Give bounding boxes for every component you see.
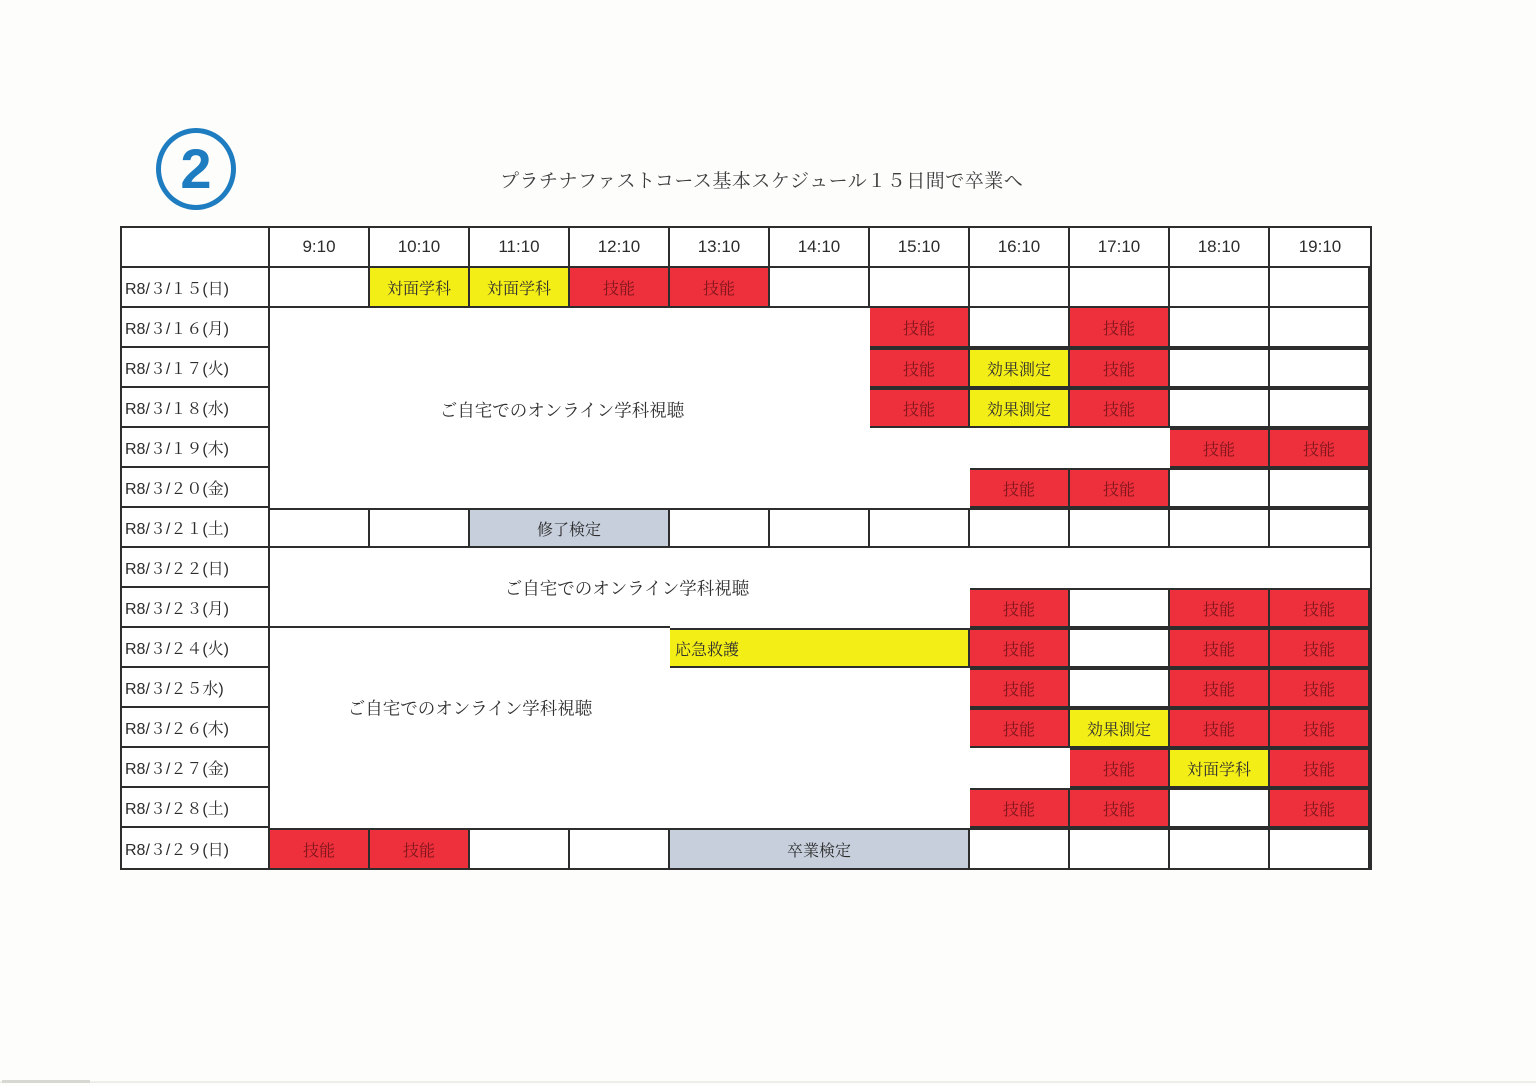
skill-training-cell: 技能 [1270, 788, 1370, 828]
empty-slot-cell [1270, 388, 1370, 428]
scan-artifact-line [0, 1081, 1536, 1083]
graduation-exam-cell: 卒業検定 [670, 828, 970, 868]
time-header-cell: 19:10 [1270, 228, 1370, 268]
empty-slot-cell [1170, 268, 1270, 308]
empty-slot-cell [1170, 828, 1270, 868]
empty-slot-cell [770, 268, 870, 308]
empty-slot-cell [1070, 668, 1170, 708]
empty-slot-cell [870, 508, 970, 548]
skill-training-cell: 技能 [870, 348, 970, 388]
scan-artifact-dash [2, 1080, 90, 1083]
skill-training-cell: 技能 [1270, 588, 1370, 628]
time-header-cell: 15:10 [870, 228, 970, 268]
date-cell: R8/３/２１(土) [122, 508, 270, 548]
skill-training-cell: 技能 [570, 268, 670, 308]
empty-slot-cell [770, 508, 870, 548]
empty-slot-cell [1070, 508, 1170, 548]
merged-open-cell [270, 588, 670, 628]
empty-slot-cell [1070, 588, 1170, 628]
date-cell: R8/３/１７(火) [122, 348, 270, 388]
skill-training-cell: 技能 [970, 588, 1070, 628]
empty-slot-cell [1270, 268, 1370, 308]
empty-slot-cell [1070, 828, 1170, 868]
empty-slot-cell [970, 268, 1070, 308]
time-header-cell: 14:10 [770, 228, 870, 268]
schedule-table [120, 226, 1372, 870]
merged-open-cell [270, 468, 970, 508]
time-header-cell: 11:10 [470, 228, 570, 268]
skill-training-cell: 技能 [970, 668, 1070, 708]
in-person-lecture-cell: 対面学科 [370, 268, 470, 308]
empty-slot-cell [570, 828, 670, 868]
merged-open-cell [270, 708, 970, 748]
empty-slot-cell [1270, 348, 1370, 388]
empty-slot-cell [970, 828, 1070, 868]
empty-slot-cell [470, 828, 570, 868]
date-cell: R8/３/１８(水) [122, 388, 270, 428]
empty-slot-cell [1270, 508, 1370, 548]
skill-training-cell: 技能 [1270, 748, 1370, 788]
empty-slot-cell [970, 508, 1070, 548]
table-corner-cell [122, 228, 270, 268]
date-cell: R8/３/２０(金) [122, 468, 270, 508]
merged-open-cell [270, 348, 870, 388]
page-number: 2 [180, 137, 212, 200]
date-cell: R8/３/２５水) [122, 668, 270, 708]
skill-training-cell: 技能 [1070, 308, 1170, 348]
merged-open-cell [670, 588, 970, 628]
merged-open-cell [270, 428, 1170, 468]
schedule-title: プラチナファストコース基本スケジュール１５日間で卒業へ [500, 171, 1024, 192]
merged-open-cell [270, 668, 970, 708]
empty-slot-cell [1170, 308, 1270, 348]
skill-training-cell: 技能 [1170, 668, 1270, 708]
date-cell: R8/３/１５(日) [122, 268, 270, 308]
first-aid-course-cell: 応急救護 [670, 628, 970, 668]
merged-open-cell [270, 748, 1070, 788]
skill-training-cell: 技能 [270, 828, 370, 868]
date-cell: R8/３/２６(木) [122, 708, 270, 748]
empty-slot-cell [270, 268, 370, 308]
page-number-badge [156, 128, 236, 210]
skill-training-cell: 技能 [1070, 348, 1170, 388]
empty-slot-cell [1070, 268, 1170, 308]
empty-slot-cell [1170, 388, 1270, 428]
merged-open-cell [270, 308, 870, 348]
empty-slot-cell [1170, 348, 1270, 388]
time-header-cell: 17:10 [1070, 228, 1170, 268]
skill-training-cell: 技能 [1070, 788, 1170, 828]
effect-test-cell: 効果測定 [1070, 708, 1170, 748]
date-cell: R8/３/１６(月) [122, 308, 270, 348]
effect-test-cell: 効果測定 [970, 348, 1070, 388]
date-cell: R8/３/２８(土) [122, 788, 270, 828]
time-header-cell: 9:10 [270, 228, 370, 268]
skill-training-cell: 技能 [970, 468, 1070, 508]
skill-training-cell: 技能 [870, 388, 970, 428]
skill-training-cell: 技能 [1270, 708, 1370, 748]
skill-training-cell: 技能 [1070, 748, 1170, 788]
date-cell: R8/３/１９(木) [122, 428, 270, 468]
merged-open-cell [270, 548, 1370, 588]
merged-open-cell [270, 788, 970, 828]
empty-slot-cell [670, 508, 770, 548]
skill-training-cell: 技能 [970, 628, 1070, 668]
skill-training-cell: 技能 [670, 268, 770, 308]
skill-training-cell: 技能 [1070, 388, 1170, 428]
date-cell: R8/３/２３(月) [122, 588, 270, 628]
date-cell: R8/３/２７(金) [122, 748, 270, 788]
skill-training-cell: 技能 [1270, 628, 1370, 668]
empty-slot-cell [1170, 468, 1270, 508]
empty-slot-cell [1270, 308, 1370, 348]
empty-slot-cell [1170, 508, 1270, 548]
in-person-lecture-cell: 対面学科 [470, 268, 570, 308]
in-person-lecture-cell: 対面学科 [1170, 748, 1270, 788]
date-cell: R8/３/２４(火) [122, 628, 270, 668]
date-cell: R8/３/２２(日) [122, 548, 270, 588]
merged-open-cell [270, 388, 870, 428]
online-study-note: ご自宅でのオンライン学科視聴 [439, 400, 685, 421]
empty-slot-cell [1070, 628, 1170, 668]
time-header-cell: 12:10 [570, 228, 670, 268]
time-header-cell: 10:10 [370, 228, 470, 268]
date-cell: R8/３/２９(日) [122, 828, 270, 868]
time-header-cell: 13:10 [670, 228, 770, 268]
skill-training-cell: 技能 [970, 708, 1070, 748]
empty-slot-cell [1170, 788, 1270, 828]
time-header-cell: 18:10 [1170, 228, 1270, 268]
empty-slot-cell [1270, 468, 1370, 508]
skill-training-cell: 技能 [1170, 628, 1270, 668]
skill-training-cell: 技能 [870, 308, 970, 348]
skill-training-cell: 技能 [370, 828, 470, 868]
online-study-note: ご自宅でのオンライン学科視聴 [504, 578, 750, 599]
skill-training-cell: 技能 [1270, 428, 1370, 468]
online-study-note: ご自宅でのオンライン学科視聴 [347, 698, 593, 719]
completion-exam-cell: 修了検定 [470, 508, 670, 548]
skill-training-cell: 技能 [1170, 428, 1270, 468]
skill-training-cell: 技能 [1070, 468, 1170, 508]
empty-slot-cell [1270, 828, 1370, 868]
skill-training-cell: 技能 [1170, 588, 1270, 628]
skill-training-cell: 技能 [970, 788, 1070, 828]
time-header-cell: 16:10 [970, 228, 1070, 268]
skill-training-cell: 技能 [1270, 668, 1370, 708]
empty-slot-cell [870, 268, 970, 308]
skill-training-cell: 技能 [1170, 708, 1270, 748]
effect-test-cell: 効果測定 [970, 388, 1070, 428]
merged-open-cell [270, 628, 670, 668]
empty-slot-cell [370, 508, 470, 548]
empty-slot-cell [970, 308, 1070, 348]
empty-slot-cell [270, 508, 370, 548]
